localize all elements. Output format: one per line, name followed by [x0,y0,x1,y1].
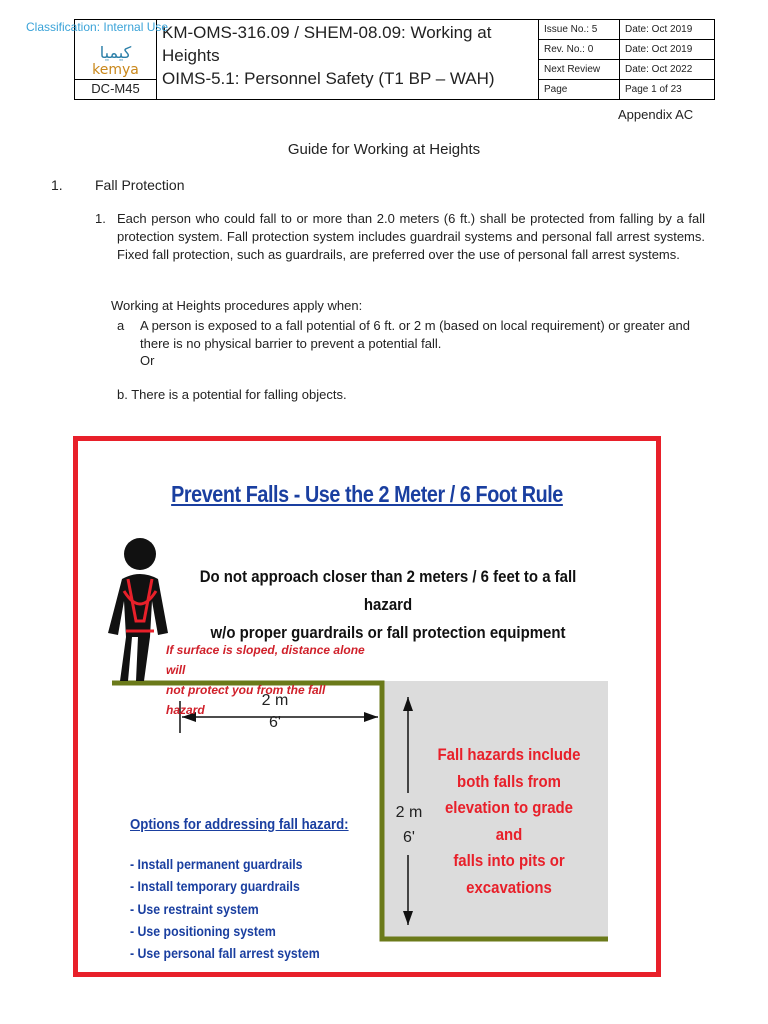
page-label: Page [539,80,620,100]
appendix-label: Appendix AC [618,107,694,122]
option-item: - Install permanent guardrails [130,856,303,872]
doc-code: DC-M45 [75,80,157,100]
next-review-label: Next Review [539,60,620,80]
horizontal-dim-imperial: 6' [269,714,281,731]
poster-title: Prevent Falls - Use the 2 Meter / 6 Foot Rule [171,481,563,507]
section-title: Fall Protection [95,177,185,193]
option-item: - Use positioning system [130,922,276,939]
item-text: Each person who could fall to or more than 2.0 meters (6 ft.) shall be protected from falling by a fall protection system. Fall protection system includes guardrail systems and personal fall arrest systems. Fixed fall protection, such as guardrails, are preferred over the use of personal fall arrest systems. [117,211,705,262]
document-title [157,20,539,100]
hazard-line-3: elevation to grade and [444,798,574,844]
condition-a [117,317,717,353]
or-text: Or [140,353,155,368]
worker-figure [108,538,168,681]
options-list [130,853,346,964]
options-title: Options for addressing fall hazard: [130,816,349,833]
guide-title: Guide for Working at Heights [287,141,481,158]
title-line-1: KM-OMS-316.09 / SHEM-08.09: Working at [162,23,492,42]
hazard-line-1: Fall hazards include [437,745,581,764]
poster-warning [186,563,591,647]
hazard-line-4: falls into pits or [453,851,565,870]
section-number: 1. [51,177,63,193]
rev-date: Date: Oct 2019 [620,40,715,60]
hazard-line-5: excavations [466,877,552,897]
logo-text: kemya [92,62,139,78]
next-review-date: Date: Oct 2022 [620,60,715,80]
title-line-2: Heights [162,46,220,65]
document-header [74,19,715,100]
condition-a-text: A person is exposed to a fall potential of 6 ft. or 2 m (based on local requirement) or greater and there is no physical barrier to prevent a potential fall. [140,318,690,351]
issue-no: Issue No.: 5 [539,20,620,40]
option-item: - Use personal fall arrest system [130,945,320,962]
rev-no: Rev. No.: 0 [539,40,620,60]
horizontal-dimension-label [250,690,300,734]
horizontal-dim-metric: 2 m [261,692,289,709]
vertical-dimension-label [394,800,424,850]
warning-line-1: Do not approach closer than 2 meters / 6 feet to a fall hazard [199,567,577,614]
item-number: 1. [95,211,106,226]
title-line-3: OIMS-5.1: Personnel Safety (T1 BP – WAH) [162,69,495,88]
condition-a-label: a [117,318,125,333]
vertical-dim-imperial: 6' [403,829,415,846]
hazard-line-2: both falls from [457,771,561,791]
fall-protection-poster [73,436,661,977]
applies-intro: Working at Heights procedures apply when: [111,298,363,313]
condition-b: b. There is a potential for falling objects. [117,387,347,402]
classification-label: Classification: Internal Use [26,20,169,34]
issue-date: Date: Oct 2019 [620,20,715,40]
numbered-item-1 [95,210,705,264]
slope-line-2: not protect you from the fall hazard [166,683,326,717]
option-item: - Use restraint system [130,900,259,917]
page-number: Page 1 of 23 [620,80,715,100]
option-item: - Install temporary guardrails [130,878,300,895]
fall-hazard-note [434,742,584,901]
slope-line-1: If surface is sloped, distance alone will [166,643,365,677]
warning-line-2: w/o proper guardrails or fall protection equipment [210,623,566,642]
vertical-dim-metric: 2 m [395,804,423,821]
logo-arabic-text: كيميا [99,43,132,62]
